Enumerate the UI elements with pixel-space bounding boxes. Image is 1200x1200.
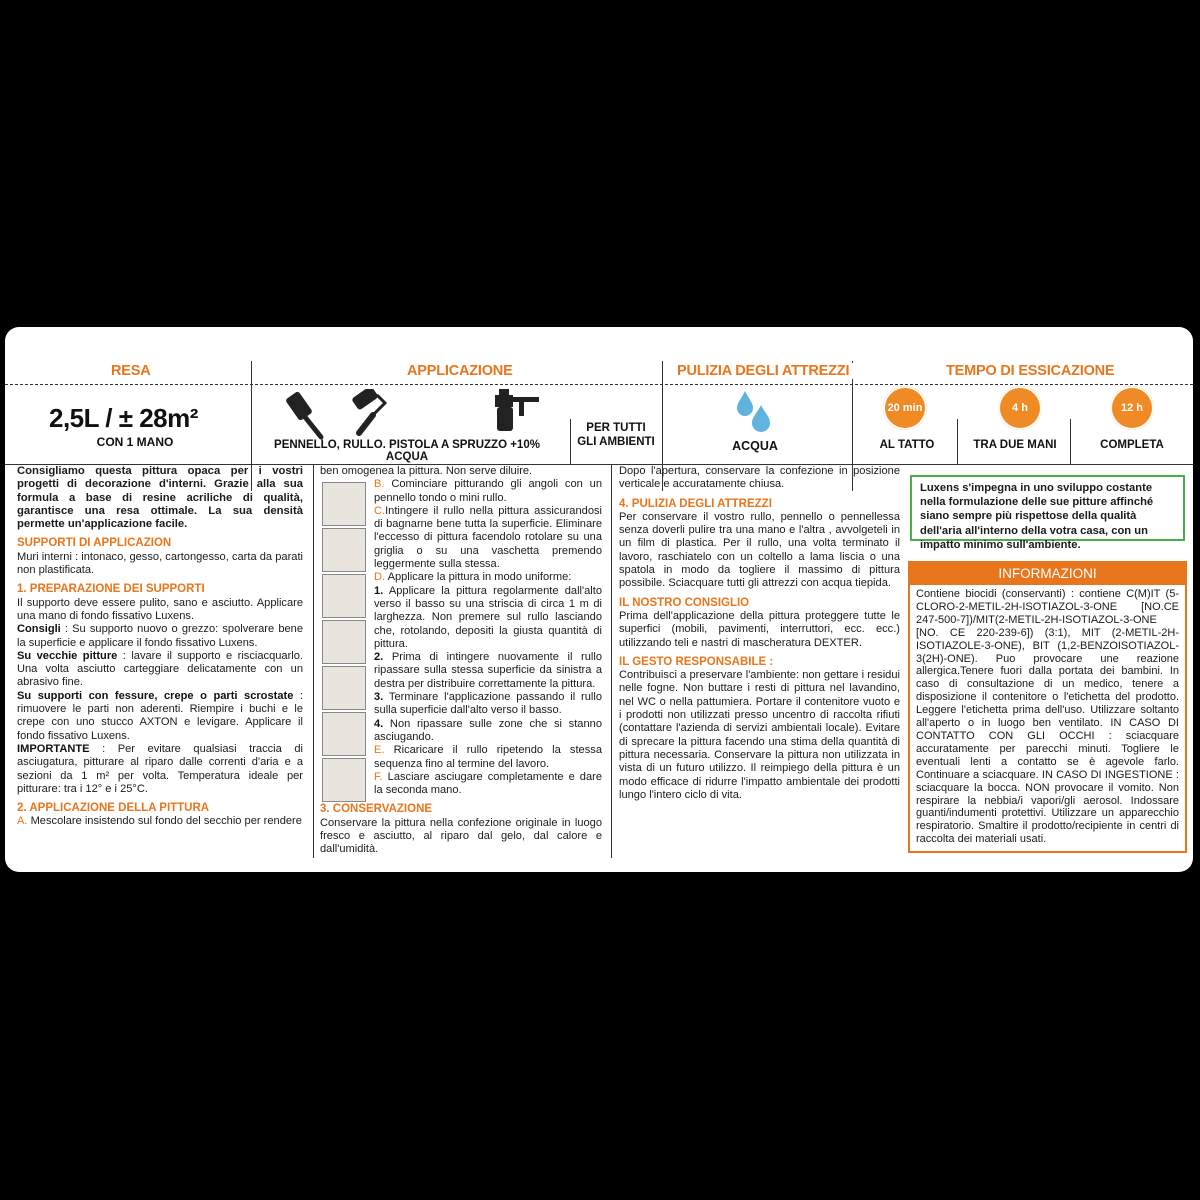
fessure-text: : rimuovere le parti non aderenti. Riempire i buchi e le crepe con uno stucco AXTON e levigare. Applicare il fondo fissativo Luxens. <box>17 689 303 742</box>
consigli-label: Consigli <box>17 623 61 636</box>
step-a-letter: A. <box>17 815 28 828</box>
column-3 <box>619 465 900 802</box>
column-2 <box>320 465 602 857</box>
step-d-letter: D. <box>374 571 386 584</box>
step-c-letter: C. <box>374 504 386 517</box>
spray-gun-icon <box>493 387 543 437</box>
step-a-text: Mescolare insistendo sul fondo del secchio per rendere <box>27 815 302 828</box>
drying-clock-3: 12 h <box>1110 386 1154 430</box>
information-text: Contiene biocidi (conservanti) : contiene C(M)IT (5-CLORO-2-METIL-2H-ISOTIAZOL-3-ONE [NO.CE 247-500-7])/MIT(2-METIL-2H-ISOTIAZOL-3-ONE [NO. CE 220-239-6]) (3:1), MIT (2-METIL-2H-ISOTIAZOLE-3-ONE), BIT (1,2-BENZOISOTIAZOL-3(2H)-ONE). Puo provocare une reazione allergica.Tenere fuori dalla portata dei bambini. In caso di consultazione di un medico, tenere a disposizione il contenitore o l'etichetta del prodotto. Leggere l'etichetta prima dell'uso. Utilizzare soltanto all'aperto o in luogo ben ventilato. IN CASO DI CONTATTO CON GLI OCCHI : sciacquare accuratamente per parecchi minuti. Togliere le eventuali lenti a contatto se è agevole farlo. Continuare a sciacquare. IN CASO DI INGESTIONE : sciacquare la bocca. NON provocare il vomito. Non respirare la nebbia/i vapori/gli aerosol. Indossare guanti/indumenti protettivi. Utilizzare un apparecchio respiratorio. Smaltire il prodotto/recipiente in centri di raccolta dei materiali usati. <box>916 588 1179 846</box>
resa-heading: RESA <box>105 363 157 379</box>
gesto-heading: IL GESTO RESPONSABILE : <box>619 655 774 668</box>
pulizia-heading: PULIZIA DEGLI ATTREZZI <box>671 363 855 379</box>
drying-label-3: COMPLETA <box>1100 439 1164 451</box>
step-d4-text: Non ripassare sulle zone che si stanno asciugando. <box>374 717 602 743</box>
consiglio-heading: IL NOSTRO CONSIGLIO <box>619 596 750 609</box>
importante-label: IMPORTANTE <box>17 742 90 755</box>
step-b-letter: B. <box>374 478 385 491</box>
conservazione-text: Conservare la pittura nella confezione originale in luogo fresco e asciutto, al riparo dal gelo, dal calore e dall'umidità. <box>320 816 602 856</box>
ambienti-line-2: GLI AMBIENTI <box>577 436 655 448</box>
drying-clock-1: 20 min <box>883 386 927 430</box>
step-e-letter: E. <box>374 744 385 757</box>
brush-icon <box>285 391 321 437</box>
vecchie-text: : lavare il supporto e risciacquarlo. Una volta asciutto carteggiare delicatamente con un abrasivo fine. <box>17 649 304 689</box>
pulizia-text: Per conservare il vostro rullo, pennello o pennellessa senza doverli pulire tra una mano e l'altra , avvolgeteli in un film di plastica. Per il rullo, una volta terminato il lavoro, raschiatelo con un coltello a lama liscia o una spatola in modo da togliere il massimo di pittura possibile. Sciacquare tutti gli attrezzi con acqua tiepida. <box>619 510 900 590</box>
vecchie-label: Su vecchie pitture <box>17 649 118 662</box>
cleaning-label: ACQUA <box>732 439 778 453</box>
coverage-value: 2,5L / ± 28m² <box>49 403 198 433</box>
coverage-note: CON 1 MANO <box>96 435 174 449</box>
step-d4-number: 4. <box>374 717 384 730</box>
step-a-continued: ben omogenea la pittura. Non serve diluire. <box>320 465 533 477</box>
step-e-text: Ricaricare il rullo ripetendo la stessa sequenza fino al termine del lavoro. <box>374 744 602 770</box>
step-f-text: Lasciare asciugare completamente e dare la seconda mano. <box>374 770 602 797</box>
drying-clock-2: 4 h <box>998 386 1042 430</box>
header-dashed-line <box>5 384 1193 385</box>
step-d3-number: 3. <box>374 691 384 704</box>
conservazione-continued: Dopo l'apertura, conservare la confezione in posizione verticale e accuratamente chiusa. <box>619 465 900 491</box>
water-drops-icon <box>735 389 775 435</box>
step-d1-number: 1. <box>374 584 384 597</box>
drying-label-2: TRA DUE MANI <box>973 439 1057 451</box>
step-b-text: Cominciare pitturando gli angoli con un pennello tondo o mini rullo. <box>374 478 602 504</box>
sustainability-box: Luxens s'impegna in uno sviluppo costante nella formulazione delle sue pitture affinché siano sempre più rispettose della qualità dell'aria all'interno della votra casa, con un impatto minimo sull'ambiente. <box>910 475 1185 541</box>
preparazione-text: Il supporto deve essere pulito, sano e asciutto. Applicare una mano di fondo fissativo Luxens. <box>17 596 303 622</box>
step-d3-text: Terminare l'applicazione passando il rullo sulla superficie dall'alto verso il basso. <box>374 691 602 717</box>
importante-text: : Per evitare qualsiasi traccia di asciugatura, pitturare al riparo dalle correnti d'aria e a sezioni da 1 m² per volta. Temperatura ideale per pitturare: tra i 12° e i 25°C. <box>17 742 303 795</box>
ambienti-line-1: PER TUTTI <box>586 422 646 434</box>
consigli-text: : Su supporto nuovo o grezzo: spolverare bene la superficie e applicare il fondo fissativo Luxens. <box>17 623 303 649</box>
gesto-text: Contribuisci a preservare l'ambiente: non gettare i residui nelle fogne. Non buttare i resti di pittura nel lavandino, nel WC o nella pattumiera. Portare il contenitore vuoto e i prodotti non utilizzati presso uncentro di raccolta rifiuti (contattare l'azienda di servizi ambientali locale). Evitare di sprecare la pittura facendo una stima della quantità di pittura necessaria. Conservare la pittura non utilizzata in vista di un futuro utilizzo. Il reimpiego della pittura è un modo efficace di ridurre l'impatto ambientale dei prodotti lungo l'intero ciclo di vita. <box>619 669 900 801</box>
conservazione-heading: 3. CONSERVAZIONE <box>320 803 433 816</box>
information-box <box>908 561 1187 853</box>
information-title: INFORMAZIONI <box>910 563 1185 585</box>
consiglio-text: Prima dell'applicazione della pittura proteggere tutte le superfici (mobili, pavimenti, interruttori, ecc. ecc.) utilizzando teli e nastri di mascheratura DEXTER. <box>619 609 900 649</box>
step-d1-text: Applicare la pittura regolarmente dall'alto verso il basso su una striscia di circa 1 m di larghezza. Non premere sul rullo lasciando che, rotolando, depositi la giusta quantità di pittura. <box>374 584 602 650</box>
column-1 <box>17 465 303 829</box>
fessure-label: Su supporti con fessure, crepe o parti scrostate <box>17 689 294 702</box>
application-tools-label: PENNELLO, RULLO. PISTOLA A SPRUZZO +10% ACQUA <box>274 439 540 463</box>
applicazione-heading: APPLICAZIONE <box>401 363 519 379</box>
column-divider <box>611 465 612 858</box>
divider <box>957 419 958 465</box>
intro-text: Consigliamo questa pittura opaca per i vostri progetti di decorazione d'interni. Grazie alla sua formula a base di resine acriliche di qualità, garantisce una resa ottimale. La sua densità permette un'applicazione facile. <box>17 465 303 531</box>
tempo-heading: TEMPO DI ESSICAZIONE <box>940 363 1120 379</box>
step-d2-text: Prima di intingere nuovamente il rullo ripassare sulla stessa superficie da sinistra a destra per distribuire correttamente la pittura. <box>374 651 602 690</box>
supporti-text: Muri interni : intonaco, gesso, cartongesso, carta da parati non plastificata. <box>17 550 303 577</box>
drying-label-1: AL TATTO <box>879 439 935 451</box>
step-f-letter: F. <box>374 770 383 783</box>
roller-icon <box>351 389 385 433</box>
application-tools-icons <box>273 389 463 441</box>
step-d2-number: 2. <box>374 651 384 664</box>
applicazione-section-heading: 2. APPLICAZIONE DELLA PITTURA <box>17 802 210 815</box>
preparazione-heading: 1. PREPARAZIONE DEI SUPPORTI <box>17 583 205 596</box>
step-d-text: Applicare la pittura in modo uniforme: <box>385 571 572 584</box>
product-label <box>5 327 1193 872</box>
pulizia-section-heading: 4. PULIZIA DEGLI ATTREZZI <box>619 497 772 510</box>
step-c-text: Intingere il rullo nella pittura assicurandosi di bagnarne bene tutta la superficie. Eliminare l'eccesso di pittura facendolo rotolare su una griglia o su una vaschetta premendo leggermente sulla stessa. <box>374 504 602 571</box>
divider <box>1070 419 1071 465</box>
column-divider <box>313 465 314 858</box>
supporti-heading: SUPPORTI DI APPLICAZION <box>17 537 172 550</box>
